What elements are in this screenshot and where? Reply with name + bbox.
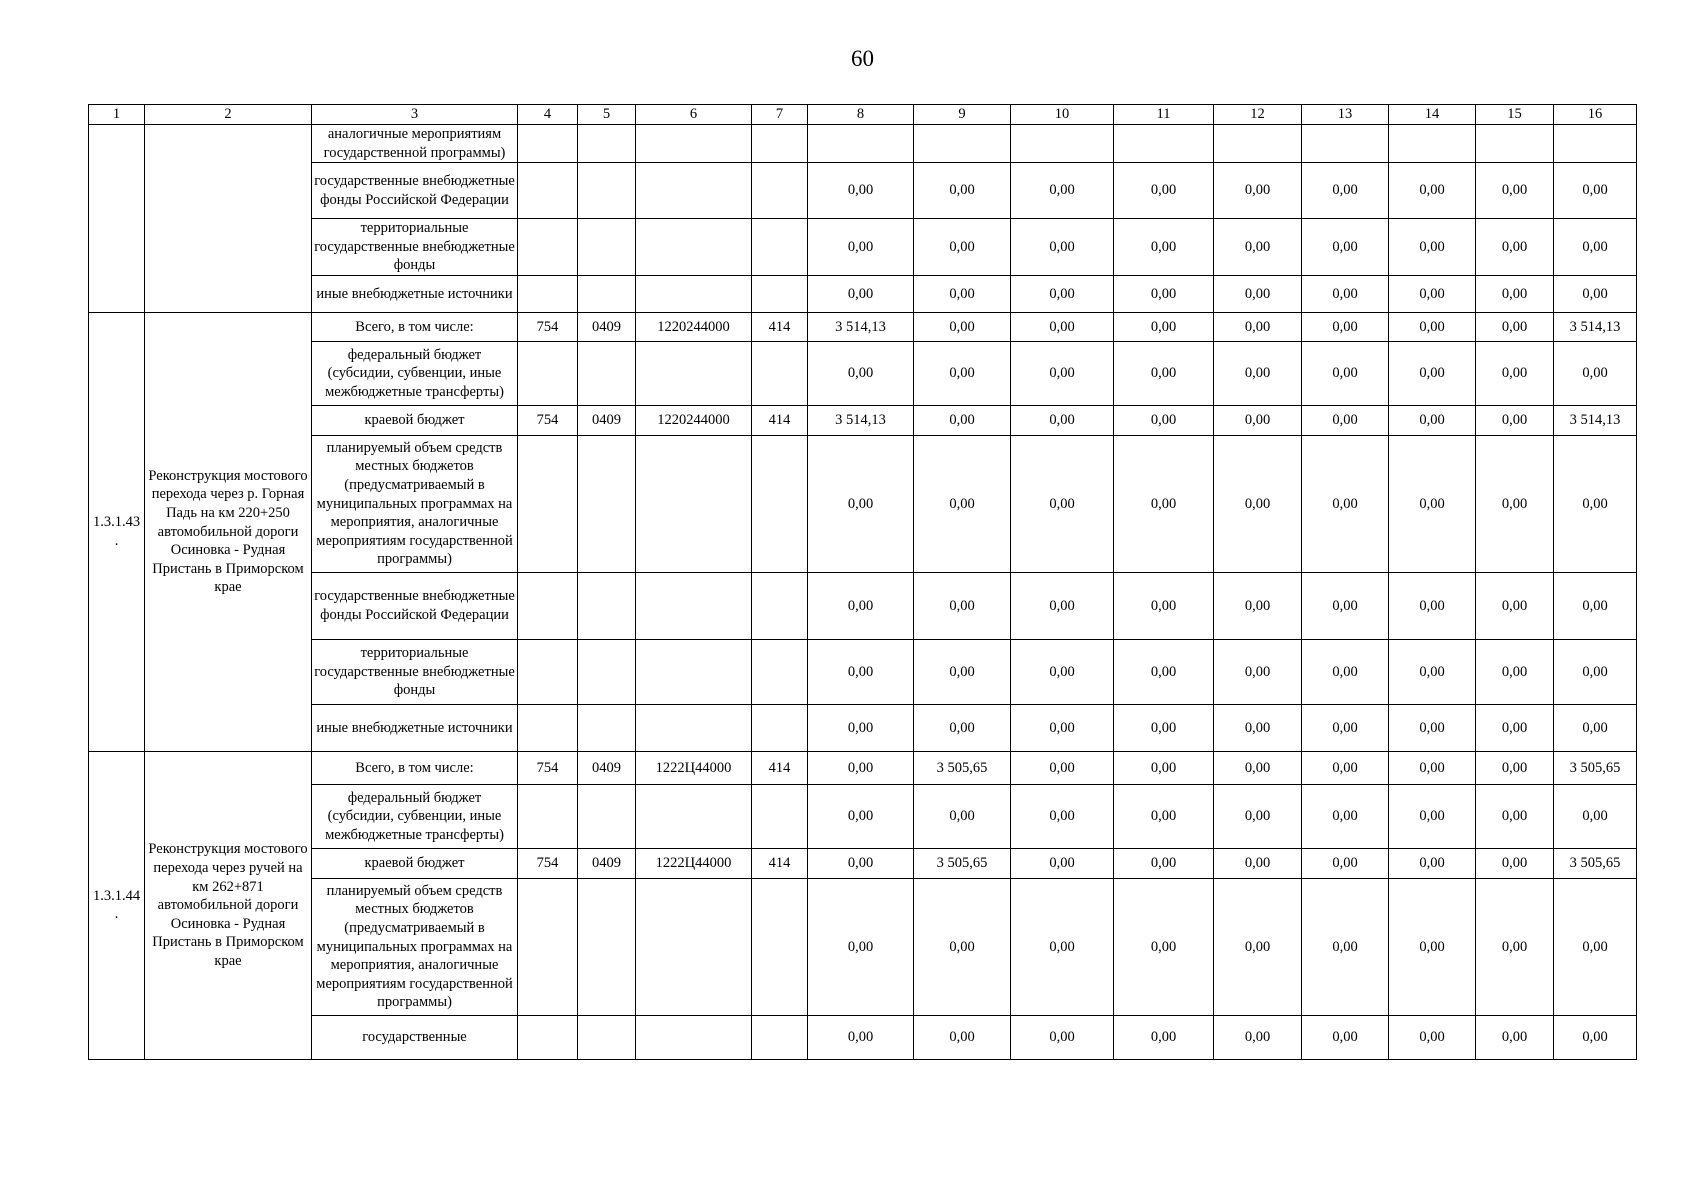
amount-cell: 0,00 xyxy=(1389,848,1476,878)
amount-cell: 0,00 xyxy=(1302,405,1389,435)
budget-code-cell xyxy=(578,435,636,572)
amount-cell: 3 505,65 xyxy=(1554,751,1637,784)
amount-cell: 0,00 xyxy=(1476,784,1554,848)
amount-cell: 3 514,13 xyxy=(808,405,914,435)
funding-source: Всего, в том числе: xyxy=(312,312,518,341)
budget-code-cell xyxy=(636,572,752,639)
budget-code-cell: 414 xyxy=(752,405,808,435)
amount-cell: 0,00 xyxy=(1114,275,1214,312)
amount-cell: 0,00 xyxy=(1554,341,1637,405)
amount-cell: 3 505,65 xyxy=(1554,848,1637,878)
amount-cell xyxy=(808,125,914,163)
amount-cell: 0,00 xyxy=(1302,784,1389,848)
amount-cell: 0,00 xyxy=(1011,878,1114,1015)
amount-cell xyxy=(1389,125,1476,163)
amount-cell: 0,00 xyxy=(1389,219,1476,276)
amount-cell: 0,00 xyxy=(914,878,1011,1015)
column-header: 5 xyxy=(578,105,636,125)
amount-cell xyxy=(1476,125,1554,163)
amount-cell: 0,00 xyxy=(1554,219,1637,276)
budget-code-cell xyxy=(636,125,752,163)
amount-cell: 3 505,65 xyxy=(914,848,1011,878)
amount-cell: 0,00 xyxy=(1476,405,1554,435)
budget-code-cell xyxy=(752,275,808,312)
amount-cell: 0,00 xyxy=(1302,639,1389,704)
amount-cell: 0,00 xyxy=(1214,848,1302,878)
amount-cell: 0,00 xyxy=(914,219,1011,276)
budget-code-cell xyxy=(578,704,636,751)
budget-code-cell: 0409 xyxy=(578,312,636,341)
amount-cell: 0,00 xyxy=(1114,784,1214,848)
amount-cell: 0,00 xyxy=(1389,405,1476,435)
column-header: 3 xyxy=(312,105,518,125)
budget-code-cell xyxy=(578,219,636,276)
amount-cell: 0,00 xyxy=(1011,639,1114,704)
amount-cell: 0,00 xyxy=(1214,751,1302,784)
amount-cell: 0,00 xyxy=(1476,1015,1554,1059)
amount-cell: 0,00 xyxy=(1114,704,1214,751)
amount-cell: 0,00 xyxy=(1554,435,1637,572)
amount-cell: 0,00 xyxy=(914,704,1011,751)
amount-cell: 0,00 xyxy=(1011,312,1114,341)
column-header: 6 xyxy=(636,105,752,125)
amount-cell: 0,00 xyxy=(808,878,914,1015)
amount-cell: 0,00 xyxy=(1302,848,1389,878)
budget-code-cell xyxy=(752,784,808,848)
column-header: 15 xyxy=(1476,105,1554,125)
amount-cell: 0,00 xyxy=(914,1015,1011,1059)
budget-code-cell xyxy=(752,639,808,704)
amount-cell: 0,00 xyxy=(1114,848,1214,878)
item-name: Реконструкция мостового перехода через ручей на км 262+871 автомобильной дороги Осиновка - Рудная Пристань в Приморском крае xyxy=(145,751,312,1059)
table-row xyxy=(89,219,1637,276)
amount-cell xyxy=(1302,125,1389,163)
amount-cell: 0,00 xyxy=(1214,405,1302,435)
budget-code-cell xyxy=(752,125,808,163)
budget-code-cell xyxy=(636,275,752,312)
table-row xyxy=(89,435,1637,572)
amount-cell: 0,00 xyxy=(1302,341,1389,405)
item-code: 1.3.1.44 . xyxy=(89,751,145,1059)
amount-cell: 0,00 xyxy=(1114,572,1214,639)
budget-code-cell xyxy=(636,435,752,572)
amount-cell: 0,00 xyxy=(1011,751,1114,784)
amount-cell: 0,00 xyxy=(1011,572,1114,639)
amount-cell: 0,00 xyxy=(1214,312,1302,341)
amount-cell: 0,00 xyxy=(1011,163,1114,219)
amount-cell: 0,00 xyxy=(1302,751,1389,784)
budget-code-cell xyxy=(752,219,808,276)
amount-cell: 0,00 xyxy=(914,312,1011,341)
column-header: 2 xyxy=(145,105,312,125)
table-row xyxy=(89,1015,1637,1059)
amount-cell: 0,00 xyxy=(1476,435,1554,572)
budget-code-cell xyxy=(752,341,808,405)
amount-cell: 0,00 xyxy=(1114,341,1214,405)
amount-cell: 0,00 xyxy=(1389,878,1476,1015)
amount-cell: 3 514,13 xyxy=(1554,405,1637,435)
column-header: 10 xyxy=(1011,105,1114,125)
funding-source: аналогичные мероприятиям государственной программы) xyxy=(312,125,518,163)
table-row xyxy=(89,878,1637,1015)
column-header: 16 xyxy=(1554,105,1637,125)
amount-cell: 0,00 xyxy=(914,405,1011,435)
table-row xyxy=(89,275,1637,312)
amount-cell: 0,00 xyxy=(914,572,1011,639)
amount-cell: 0,00 xyxy=(1214,639,1302,704)
amount-cell: 0,00 xyxy=(1302,1015,1389,1059)
funding-source: государственные внебюджетные фонды Российской Федерации xyxy=(312,572,518,639)
amount-cell xyxy=(914,125,1011,163)
funding-source: иные внебюджетные источники xyxy=(312,275,518,312)
amount-cell: 0,00 xyxy=(1302,878,1389,1015)
amount-cell: 0,00 xyxy=(1114,639,1214,704)
amount-cell: 0,00 xyxy=(1114,878,1214,1015)
budget-code-cell xyxy=(518,1015,578,1059)
amount-cell xyxy=(1011,125,1114,163)
table-row xyxy=(89,125,1637,163)
budget-code-cell xyxy=(578,275,636,312)
budget-code-cell xyxy=(636,1015,752,1059)
funding-source: государственные внебюджетные фонды Российской Федерации xyxy=(312,163,518,219)
amount-cell: 0,00 xyxy=(1554,704,1637,751)
amount-cell: 0,00 xyxy=(1554,878,1637,1015)
amount-cell: 0,00 xyxy=(1554,784,1637,848)
column-header: 14 xyxy=(1389,105,1476,125)
amount-cell: 3 505,65 xyxy=(914,751,1011,784)
table-row xyxy=(89,751,1637,784)
amount-cell: 0,00 xyxy=(1389,275,1476,312)
amount-cell: 0,00 xyxy=(1554,572,1637,639)
amount-cell: 0,00 xyxy=(1114,405,1214,435)
budget-table xyxy=(88,104,1637,1060)
amount-cell: 0,00 xyxy=(808,751,914,784)
amount-cell: 0,00 xyxy=(808,1015,914,1059)
budget-code-cell: 754 xyxy=(518,405,578,435)
amount-cell: 0,00 xyxy=(1476,572,1554,639)
amount-cell: 0,00 xyxy=(808,704,914,751)
item-code xyxy=(89,125,145,313)
funding-source: планируемый объем средств местных бюджетов (предусматриваемый в муниципальных программах на мероприятия, аналогичные мероприятиям государственной программы) xyxy=(312,435,518,572)
budget-code-cell: 0409 xyxy=(578,848,636,878)
funding-source: планируемый объем средств местных бюджетов (предусматриваемый в муниципальных программах на мероприятия, аналогичные мероприятиям государственной программы) xyxy=(312,878,518,1015)
amount-cell: 0,00 xyxy=(914,435,1011,572)
page-number: 60 xyxy=(851,46,874,71)
table-row xyxy=(89,639,1637,704)
amount-cell: 3 514,13 xyxy=(1554,312,1637,341)
amount-cell: 0,00 xyxy=(1554,639,1637,704)
amount-cell: 0,00 xyxy=(914,163,1011,219)
amount-cell: 0,00 xyxy=(1214,784,1302,848)
amount-cell: 0,00 xyxy=(1389,704,1476,751)
amount-cell: 0,00 xyxy=(1011,704,1114,751)
amount-cell: 0,00 xyxy=(1389,163,1476,219)
amount-cell: 0,00 xyxy=(1011,435,1114,572)
column-header: 11 xyxy=(1114,105,1214,125)
column-header: 9 xyxy=(914,105,1011,125)
amount-cell: 0,00 xyxy=(1114,435,1214,572)
amount-cell: 0,00 xyxy=(1214,572,1302,639)
amount-cell: 0,00 xyxy=(1302,572,1389,639)
budget-code-cell: 754 xyxy=(518,312,578,341)
amount-cell: 0,00 xyxy=(1302,163,1389,219)
table-row xyxy=(89,784,1637,848)
amount-cell: 0,00 xyxy=(1476,751,1554,784)
budget-code-cell xyxy=(752,878,808,1015)
budget-code-cell: 1222Ц44000 xyxy=(636,848,752,878)
amount-cell xyxy=(1554,125,1637,163)
budget-code-cell xyxy=(636,219,752,276)
column-header: 1 xyxy=(89,105,145,125)
amount-cell: 0,00 xyxy=(808,163,914,219)
amount-cell: 0,00 xyxy=(1554,275,1637,312)
amount-cell: 0,00 xyxy=(1554,1015,1637,1059)
amount-cell: 0,00 xyxy=(1114,312,1214,341)
table-row xyxy=(89,341,1637,405)
budget-code-cell xyxy=(518,572,578,639)
amount-cell: 0,00 xyxy=(1214,163,1302,219)
budget-code-cell xyxy=(578,163,636,219)
budget-code-cell xyxy=(578,639,636,704)
amount-cell: 0,00 xyxy=(1214,704,1302,751)
amount-cell: 0,00 xyxy=(1214,219,1302,276)
amount-cell: 0,00 xyxy=(1011,1015,1114,1059)
amount-cell: 0,00 xyxy=(1114,219,1214,276)
amount-cell: 0,00 xyxy=(1476,639,1554,704)
amount-cell: 0,00 xyxy=(1389,751,1476,784)
amount-cell: 0,00 xyxy=(914,784,1011,848)
amount-cell: 0,00 xyxy=(1114,1015,1214,1059)
amount-cell: 0,00 xyxy=(1011,219,1114,276)
budget-code-cell xyxy=(578,125,636,163)
column-header: 7 xyxy=(752,105,808,125)
column-header: 8 xyxy=(808,105,914,125)
budget-code-cell xyxy=(636,878,752,1015)
budget-code-cell xyxy=(518,125,578,163)
budget-code-cell xyxy=(636,784,752,848)
budget-code-cell xyxy=(636,704,752,751)
amount-cell: 0,00 xyxy=(1476,848,1554,878)
amount-cell: 0,00 xyxy=(1114,751,1214,784)
amount-cell: 0,00 xyxy=(1302,275,1389,312)
amount-cell: 0,00 xyxy=(1389,784,1476,848)
amount-cell: 0,00 xyxy=(1476,878,1554,1015)
budget-code-cell: 754 xyxy=(518,848,578,878)
item-code: 1.3.1.43 . xyxy=(89,312,145,751)
budget-code-cell xyxy=(518,704,578,751)
amount-cell xyxy=(1114,125,1214,163)
funding-source: краевой бюджет xyxy=(312,405,518,435)
amount-cell: 0,00 xyxy=(1011,405,1114,435)
amount-cell: 0,00 xyxy=(914,639,1011,704)
budget-code-cell xyxy=(518,219,578,276)
item-name xyxy=(145,125,312,313)
table-row xyxy=(89,163,1637,219)
amount-cell: 0,00 xyxy=(914,341,1011,405)
amount-cell: 0,00 xyxy=(1214,1015,1302,1059)
column-header: 13 xyxy=(1302,105,1389,125)
budget-code-cell xyxy=(518,341,578,405)
budget-code-cell xyxy=(636,163,752,219)
amount-cell: 0,00 xyxy=(808,219,914,276)
amount-cell: 0,00 xyxy=(1389,639,1476,704)
column-header: 4 xyxy=(518,105,578,125)
amount-cell: 0,00 xyxy=(808,572,914,639)
funding-source: Всего, в том числе: xyxy=(312,751,518,784)
budget-code-cell: 0409 xyxy=(578,751,636,784)
amount-cell: 0,00 xyxy=(1214,341,1302,405)
amount-cell: 0,00 xyxy=(1302,435,1389,572)
amount-cell: 0,00 xyxy=(1011,275,1114,312)
amount-cell: 0,00 xyxy=(1476,704,1554,751)
amount-cell: 0,00 xyxy=(1476,341,1554,405)
amount-cell: 0,00 xyxy=(808,341,914,405)
budget-code-cell: 414 xyxy=(752,751,808,784)
table-row xyxy=(89,848,1637,878)
amount-cell xyxy=(1214,125,1302,163)
budget-code-cell xyxy=(752,435,808,572)
budget-code-cell xyxy=(578,878,636,1015)
funding-source: федеральный бюджет (субсидии, субвенции, иные межбюджетные трансферты) xyxy=(312,341,518,405)
budget-code-cell xyxy=(518,784,578,848)
amount-cell: 0,00 xyxy=(1389,312,1476,341)
item-name: Реконструкция мостового перехода через р. Горная Падь на км 220+250 автомобильной дороги Осиновка - Рудная Пристань в Приморском крае xyxy=(145,312,312,751)
funding-source: краевой бюджет xyxy=(312,848,518,878)
table-row xyxy=(89,572,1637,639)
funding-source: территориальные государственные внебюджетные фонды xyxy=(312,219,518,276)
budget-code-cell: 1222Ц44000 xyxy=(636,751,752,784)
budget-code-cell: 414 xyxy=(752,848,808,878)
budget-code-cell: 1220244000 xyxy=(636,312,752,341)
amount-cell: 0,00 xyxy=(1476,275,1554,312)
budget-code-cell xyxy=(578,341,636,405)
amount-cell: 0,00 xyxy=(1476,163,1554,219)
budget-code-cell xyxy=(518,163,578,219)
funding-source: иные внебюджетные источники xyxy=(312,704,518,751)
budget-code-cell: 414 xyxy=(752,312,808,341)
budget-code-cell xyxy=(636,639,752,704)
amount-cell: 0,00 xyxy=(808,848,914,878)
amount-cell: 0,00 xyxy=(1302,312,1389,341)
budget-code-cell: 1220244000 xyxy=(636,405,752,435)
amount-cell: 0,00 xyxy=(1114,163,1214,219)
budget-code-cell: 754 xyxy=(518,751,578,784)
amount-cell: 0,00 xyxy=(1214,275,1302,312)
funding-source: федеральный бюджет (субсидии, субвенции, иные межбюджетные трансферты) xyxy=(312,784,518,848)
amount-cell: 0,00 xyxy=(1214,878,1302,1015)
budget-code-cell xyxy=(752,704,808,751)
amount-cell: 0,00 xyxy=(808,784,914,848)
amount-cell: 0,00 xyxy=(808,435,914,572)
amount-cell: 0,00 xyxy=(1011,341,1114,405)
amount-cell: 0,00 xyxy=(808,639,914,704)
amount-cell: 0,00 xyxy=(808,275,914,312)
budget-code-cell xyxy=(752,163,808,219)
budget-code-cell xyxy=(518,639,578,704)
funding-source: государственные xyxy=(312,1015,518,1059)
budget-code-cell xyxy=(752,1015,808,1059)
funding-source: территориальные государственные внебюджетные фонды xyxy=(312,639,518,704)
budget-code-cell xyxy=(578,572,636,639)
amount-cell: 0,00 xyxy=(1389,572,1476,639)
table-row xyxy=(89,704,1637,751)
table-row xyxy=(89,312,1637,341)
column-header-row xyxy=(89,105,1637,125)
amount-cell: 0,00 xyxy=(1476,312,1554,341)
budget-code-cell xyxy=(518,878,578,1015)
amount-cell: 0,00 xyxy=(1389,341,1476,405)
budget-code-cell xyxy=(752,572,808,639)
amount-cell: 0,00 xyxy=(1214,435,1302,572)
amount-cell: 0,00 xyxy=(1011,848,1114,878)
amount-cell: 3 514,13 xyxy=(808,312,914,341)
amount-cell: 0,00 xyxy=(1302,704,1389,751)
table-row xyxy=(89,405,1637,435)
budget-code-cell: 0409 xyxy=(578,405,636,435)
budget-code-cell xyxy=(518,435,578,572)
budget-code-cell xyxy=(578,1015,636,1059)
amount-cell: 0,00 xyxy=(1476,219,1554,276)
amount-cell: 0,00 xyxy=(1389,435,1476,572)
amount-cell: 0,00 xyxy=(1011,784,1114,848)
budget-code-cell xyxy=(636,341,752,405)
amount-cell: 0,00 xyxy=(1554,163,1637,219)
amount-cell: 0,00 xyxy=(914,275,1011,312)
amount-cell: 0,00 xyxy=(1389,1015,1476,1059)
budget-code-cell xyxy=(518,275,578,312)
amount-cell: 0,00 xyxy=(1302,219,1389,276)
column-header: 12 xyxy=(1214,105,1302,125)
budget-code-cell xyxy=(578,784,636,848)
